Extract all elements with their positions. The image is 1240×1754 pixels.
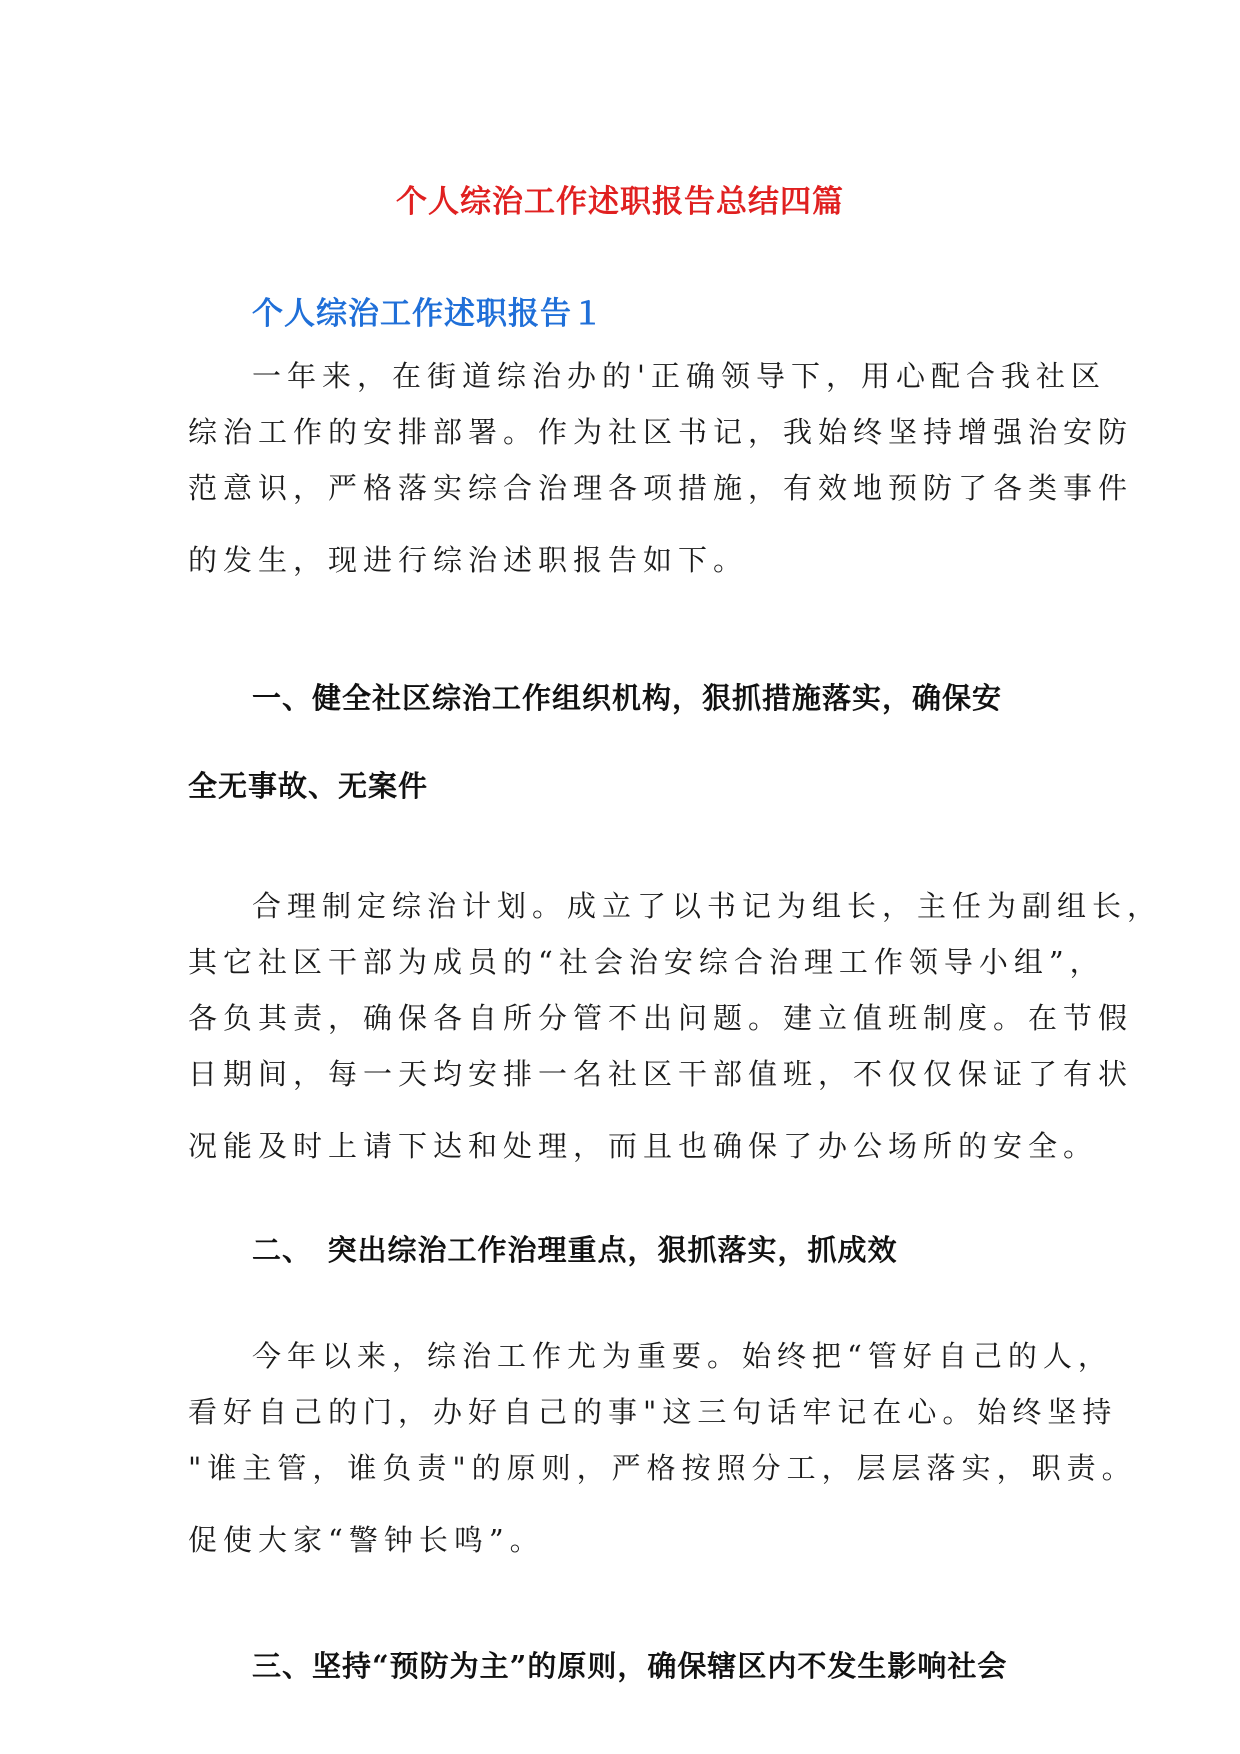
paragraph-line: 促使大家“警钟长鸣”。 <box>188 1523 545 1557</box>
paragraph-line: "谁主管，谁负责"的原则，严格按照分工，层层落实，职责。 <box>188 1451 1137 1485</box>
document-title: 个人综治工作述职报告总结四篇 <box>396 184 844 220</box>
paragraph-line: 范意识，严格落实综合治理各项措施，有效地预防了各类事件 <box>188 471 1134 505</box>
paragraph-line: 的发生，现进行综治述职报告如下。 <box>188 543 749 577</box>
heading-2 <box>188 1230 1060 1270</box>
heading-1 <box>188 678 1060 806</box>
paragraph-line: 各负其责，确保各自所分管不出问题。建立值班制度。在节假 <box>188 1001 1134 1035</box>
paragraph-line: 日期间，每一天均安排一名社区干部值班，不仅仅保证了有状 <box>188 1057 1134 1091</box>
paragraph-line: 一年来，在街道综治办的'正确领导下，用心配合我社区 <box>252 359 1106 393</box>
paragraph-line: 综治工作的安排部署。作为社区书记，我始终坚持增强治安防 <box>188 415 1134 449</box>
paragraph-line: 况能及时上请下达和处理，而且也确保了办公场所的安全。 <box>188 1129 1099 1163</box>
paragraph-line: 合理制定综治计划。成立了以书记为组长，主任为副组长， <box>252 889 1163 923</box>
paragraph-2 <box>188 1328 1137 1568</box>
paragraph-line: 今年以来，综治工作尤为重要。始终把“管好自己的人， <box>252 1339 1113 1373</box>
heading-3 <box>188 1646 1060 1686</box>
heading-line: 一、健全社区综治工作组织机构，狠抓措施落实，确保安 <box>252 681 1003 715</box>
section-title: 个人综治工作述职报告１ <box>252 296 604 332</box>
heading-line: 二、 突出综治工作治理重点，狠抓落实，抓成效 <box>252 1233 898 1267</box>
heading-line: 三、坚持“预防为主”的原则，确保辖区内不发生影响社会 <box>252 1649 1008 1683</box>
paragraph-line: 看好自己的门，办好自己的事"这三句话牢记在心。始终坚持 <box>188 1395 1118 1429</box>
intro-paragraph <box>188 348 1134 588</box>
paragraph-line: 其它社区干部为成员的“社会治安综合治理工作领导小组”， <box>188 945 1105 979</box>
paragraph-1 <box>188 878 1163 1174</box>
heading-line: 全无事故、无案件 <box>188 769 429 803</box>
